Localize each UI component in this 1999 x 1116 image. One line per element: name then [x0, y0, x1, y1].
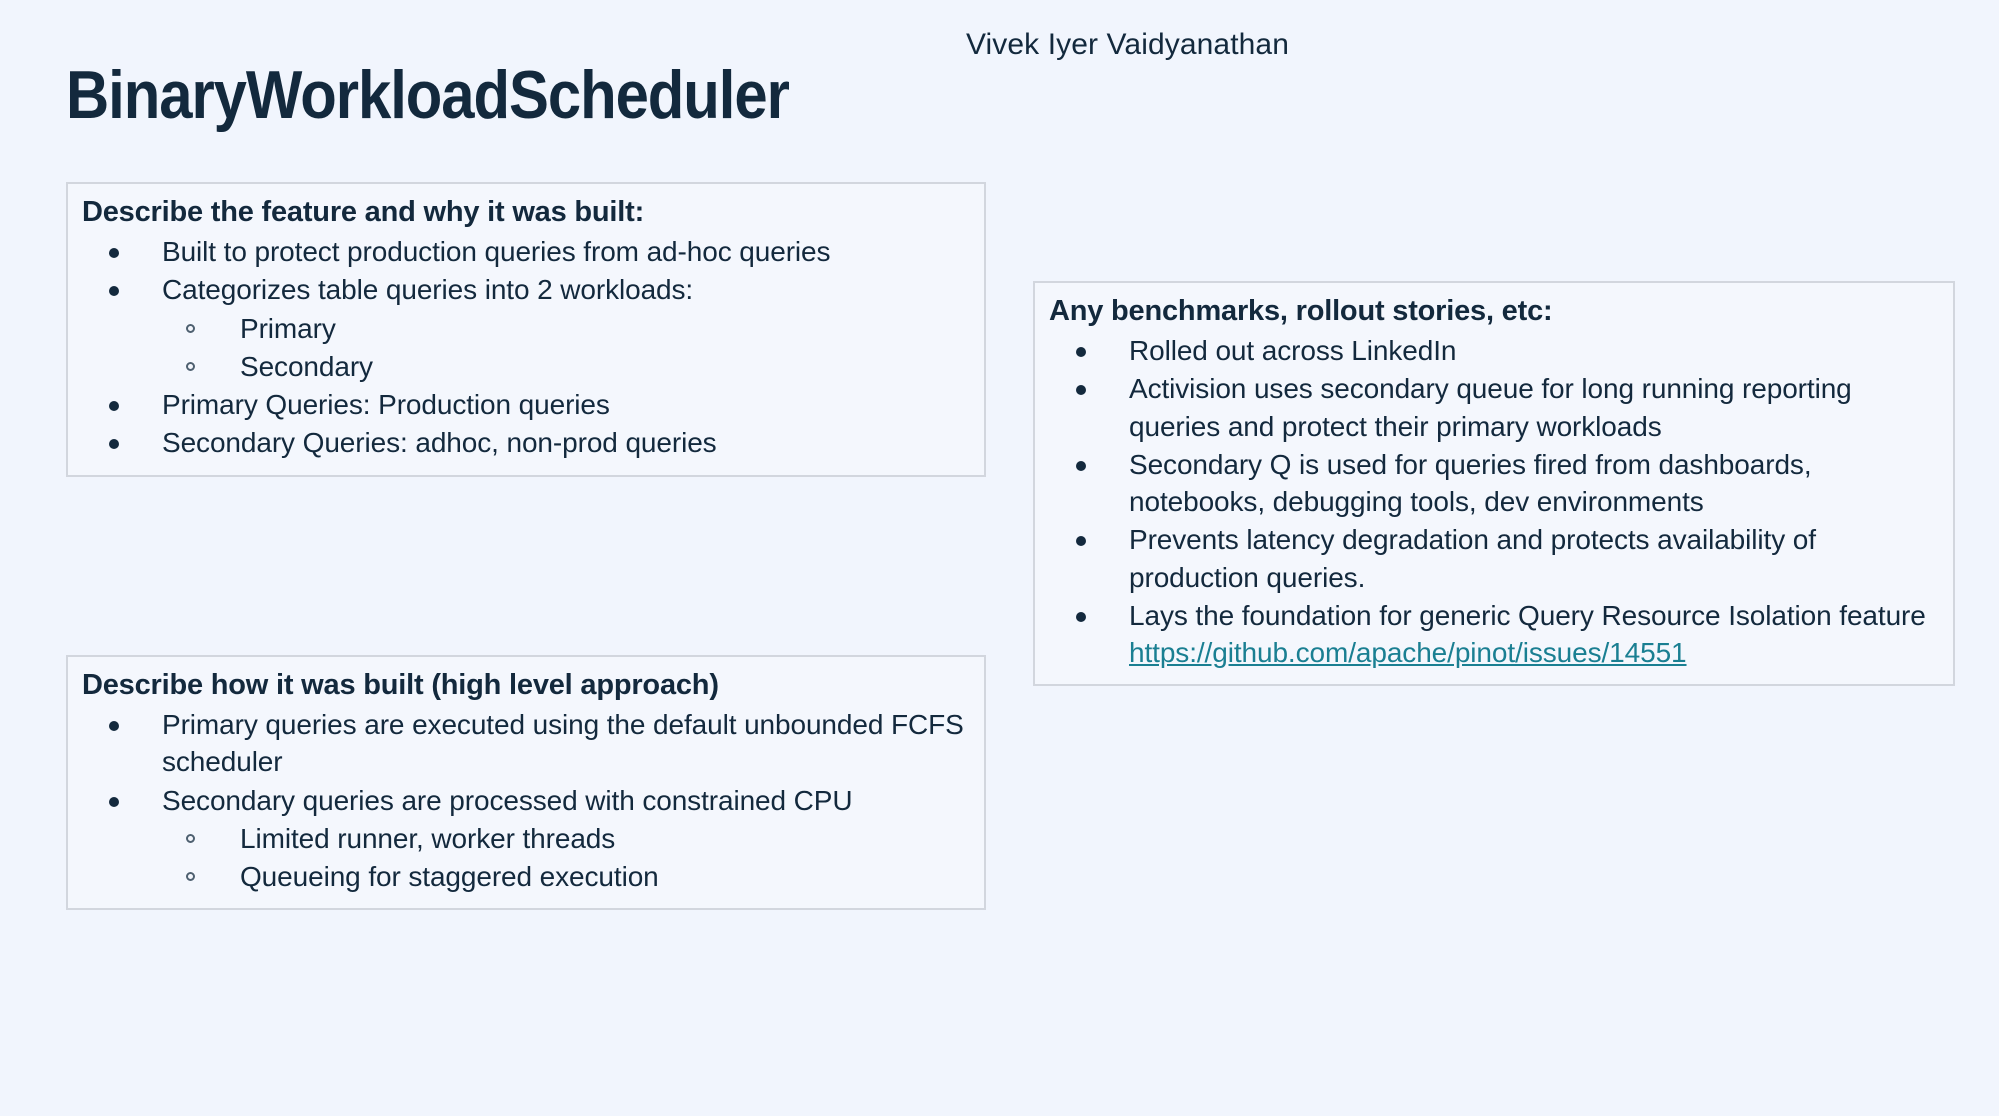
list-item: Limited runner, worker threads [82, 820, 970, 857]
list-item: Prevents latency degradation and protects availability of production queries. [1049, 521, 1939, 595]
sublist-container [82, 820, 970, 895]
list-item: Secondary [82, 348, 970, 385]
bullet-list-feature [82, 233, 970, 461]
list-item: Primary queries are executed using the default unbounded FCFS scheduler [82, 706, 970, 780]
list-item-text: Lays the foundation for generic Query Resource Isolation feature [1129, 599, 1926, 631]
sublist-container [82, 310, 970, 385]
list-item: Primary [82, 310, 970, 347]
bullet-list-approach [82, 706, 970, 895]
list-item: Activision uses secondary queue for long running reporting queries and protect their primary workloads [1049, 370, 1939, 444]
list-item: Categorizes table queries into 2 workloads: [82, 271, 970, 308]
list-item [1049, 597, 1939, 671]
card-benchmarks [1033, 281, 1955, 686]
sub-bullet-list-feature [82, 310, 970, 385]
list-item: Secondary queries are processed with constrained CPU [82, 782, 970, 819]
page-title: BinaryWorkloadScheduler [66, 57, 789, 133]
list-item: Queueing for staggered execution [82, 858, 970, 895]
github-issue-link[interactable]: https://github.com/apache/pinot/issues/14551 [1129, 636, 1687, 668]
card-title-describe-approach: Describe how it was built (high level approach) [82, 669, 719, 701]
bullet-list-benchmarks [1049, 332, 1939, 671]
card-describe-approach [66, 655, 986, 910]
sub-bullet-list-approach [82, 820, 970, 895]
card-title-benchmarks: Any benchmarks, rollout stories, etc: [1049, 295, 1553, 327]
card-describe-feature [66, 182, 986, 477]
list-item: Secondary Queries: adhoc, non-prod queries [82, 424, 970, 461]
author-name: Vivek Iyer Vaidyanathan [965, 28, 1289, 61]
list-item: Rolled out across LinkedIn [1049, 332, 1939, 369]
list-item: Built to protect production queries from ad-hoc queries [82, 233, 970, 270]
list-item: Primary Queries: Production queries [82, 386, 970, 423]
list-item: Secondary Q is used for queries fired from dashboards, notebooks, debugging tools, dev environments [1049, 446, 1939, 520]
card-title-describe-feature: Describe the feature and why it was built: [82, 196, 645, 228]
